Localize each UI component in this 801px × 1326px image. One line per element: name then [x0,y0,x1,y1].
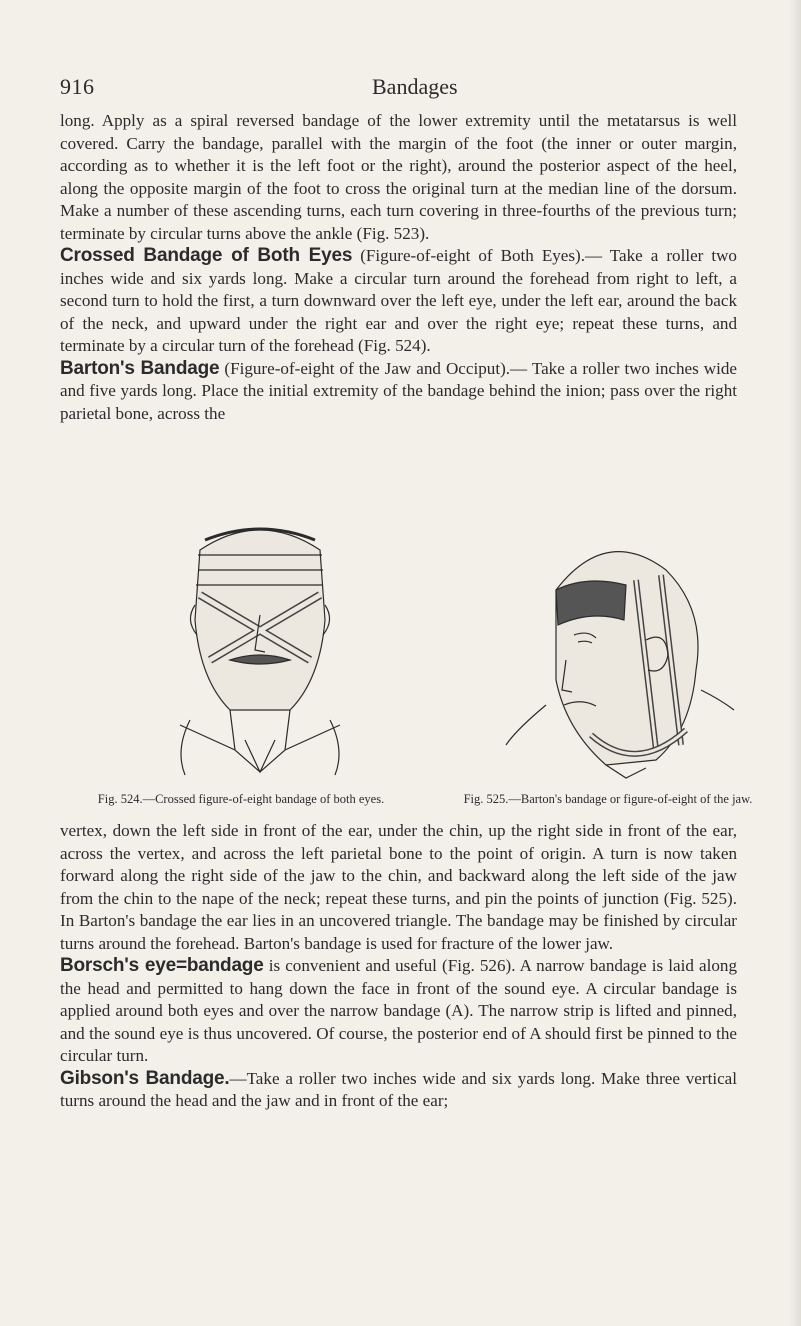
section-crossed-bandage [60,245,737,358]
section-heading: Borsch's eye=bandage [60,955,264,976]
figure-524-caption: Fig. 524.—Crossed figure-of-eight bandage of both eyes. [97,792,385,806]
section-text: (Figure-of-eight of Both Eyes).— Take a roller two inches wide and six yards long. Make a circular turn around the forehead from right to left, a second turn to hold the first, a turn downward over the left eye, under the left ear, around the back of the neck, and upward under the right ear and over the right eye; repeat these turns, and terminate by a circular turn of the forehead (Fig. 524). [60,246,737,355]
page-title: Bandages [372,74,458,99]
paragraph-text: vertex, down the left side in front of the ear, under the chin, up the right side in front of the ear, across the vertex, and across the left parietal bone to the point of origin. A turn is now taken forward along the right side of the jaw to the chin, and backward along the left side of the jaw from the chin to the nape of the neck; repeat these turns, and pin the points of junction (Fig. 525). In Barton's bandage the ear lies in an uncovered triangle. The bandage may be finished by circular turns around the forehead. Barton's bandage is used for fracture of the lower jaw. [60,821,737,953]
section-heading: Barton's Bandage [60,357,220,379]
figure-525-caption: Fig. 525.—Barton's bandage or figure-of-eight of the jaw. [463,792,753,806]
section-gibson-bandage [60,1068,737,1113]
section-heading: Crossed Bandage of Both Eyes [60,245,353,266]
section-heading: Gibson's Bandage. [60,1067,230,1089]
section-barton-bandage [60,358,737,426]
figure-525-illustration [496,530,736,780]
page-edge [789,0,801,1326]
paragraph [60,820,737,955]
text-block-bottom [60,820,737,1113]
text-block-top [60,110,737,425]
section-borsch-bandage [60,955,737,1068]
page-number: 916 [60,74,95,99]
running-head [60,74,760,104]
section-text: (Figure-of-eight of the Jaw and Occiput).— Take a roller two inches wide and five yards long. Place the initial extremity of the bandage behind the inion; pass over the right parietal bone, across the [60,358,738,423]
figure-524-illustration [160,510,360,780]
paragraph [60,110,737,245]
section-text: is convenient and useful (Fig. 526). A narrow bandage is laid along the head and permitted to hang down the face in front of the sound eye. A circular bandage is applied around both eyes and over the narrow bandage (A). The narrow strip is lifted and pinned, and the sound eye is thus uncovered. Of course, the posterior end of A should first be pinned to the circular turn. [60,956,737,1065]
paragraph-text: long. Apply as a spiral reversed bandage of the lower extremity until the metatarsus is well covered. Carry the bandage, parallel with the margin of the foot (the inner or outer margin, according as to whether it is the left foot or the right), around the posterior aspect of the heel, along the opposite margin of the foot to cross the original turn at the median line of the dorsum. Make a number of these ascending turns, each turn covering in three-fourths of the previous turn; terminate by circular turns above the ankle (Fig. 523). [60,111,737,243]
section-text: —Take a roller two inches wide and six yards long. Make three vertical turns around the head and the jaw and in front of the ear; [60,1068,737,1110]
